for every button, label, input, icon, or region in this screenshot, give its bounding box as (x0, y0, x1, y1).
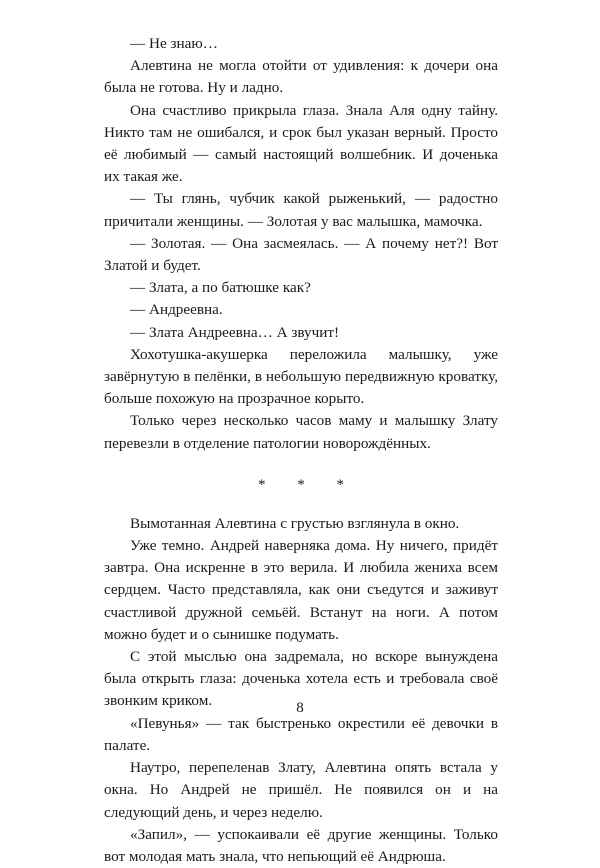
paragraph: «Певунья» — так быстренько окрестили её девочки в палате. (104, 714, 498, 754)
page-number: 8 (296, 700, 304, 716)
paragraph: Уже темно. Андрей наверняка дома. Ну ничего, придёт завтра. Она искренне в это верила. И любила жениха всем сердцем. Часто представляла, как они съедутся и заживут счастливой дружной семьёй. Встанут на ноги. А потом можно будет и о сынишке подумать. (104, 537, 498, 643)
paragraph: Алевтина не могла отойти от удивления: к дочери она была не готова. Ну и ладно. (104, 57, 498, 97)
paragraph: Вымотанная Алевтина с грустью взглянула в окно. (130, 514, 460, 532)
paragraph: С этой мыслью она задремала, но вскоре вынуждена была открыть глаза: доченька хотела есть и требовала своё звонким криком. (104, 648, 498, 710)
paragraph: Наутро, перепеленав Злату, Алевтина опять встала у окна. Но Андрей не пришёл. Не появился он и на следующий день, и через неделю. (104, 759, 498, 821)
paragraph: «Запил», — успокаивали её другие женщины. Только вот молодая мать знала, что непьющий её Андрюша. (104, 825, 498, 865)
paragraph: — Ты глянь, чубчик какой рыженький, — радостно причитали женщины. — Золотая у вас малышка, мамочка. (104, 190, 498, 230)
paragraph: — Злата, а по батюшке как? (130, 279, 311, 297)
paragraph: — Золотая. — Она засмеялась. — А почему нет?! Вот Златой и будет. (104, 234, 498, 275)
paragraph: — Андреевна. (130, 301, 223, 319)
page-body (104, 33, 498, 868)
paragraph: Только через несколько часов маму и малышку Злату перевезли в отделение патологии новорождённых. (104, 412, 498, 452)
paragraph: — Злата Андреевна… А звучит! (130, 323, 340, 341)
paragraph: Она счастливо прикрыла глаза. Знала Аля одну тайну. Никто там не ошибался, и срок был указан верный. Просто её любимый — самый настоящий волшебник. И доченька их такая же. (104, 101, 498, 186)
paragraph: — Не знаю… (130, 35, 218, 52)
section-break: * * * (258, 476, 358, 493)
paragraph: Хохотушка-акушерка переложила малышку, уже завёрнутую в пелёнки, в небольшую передвижную кроватку, больше похожую на прозрачное корыто. (104, 345, 498, 408)
